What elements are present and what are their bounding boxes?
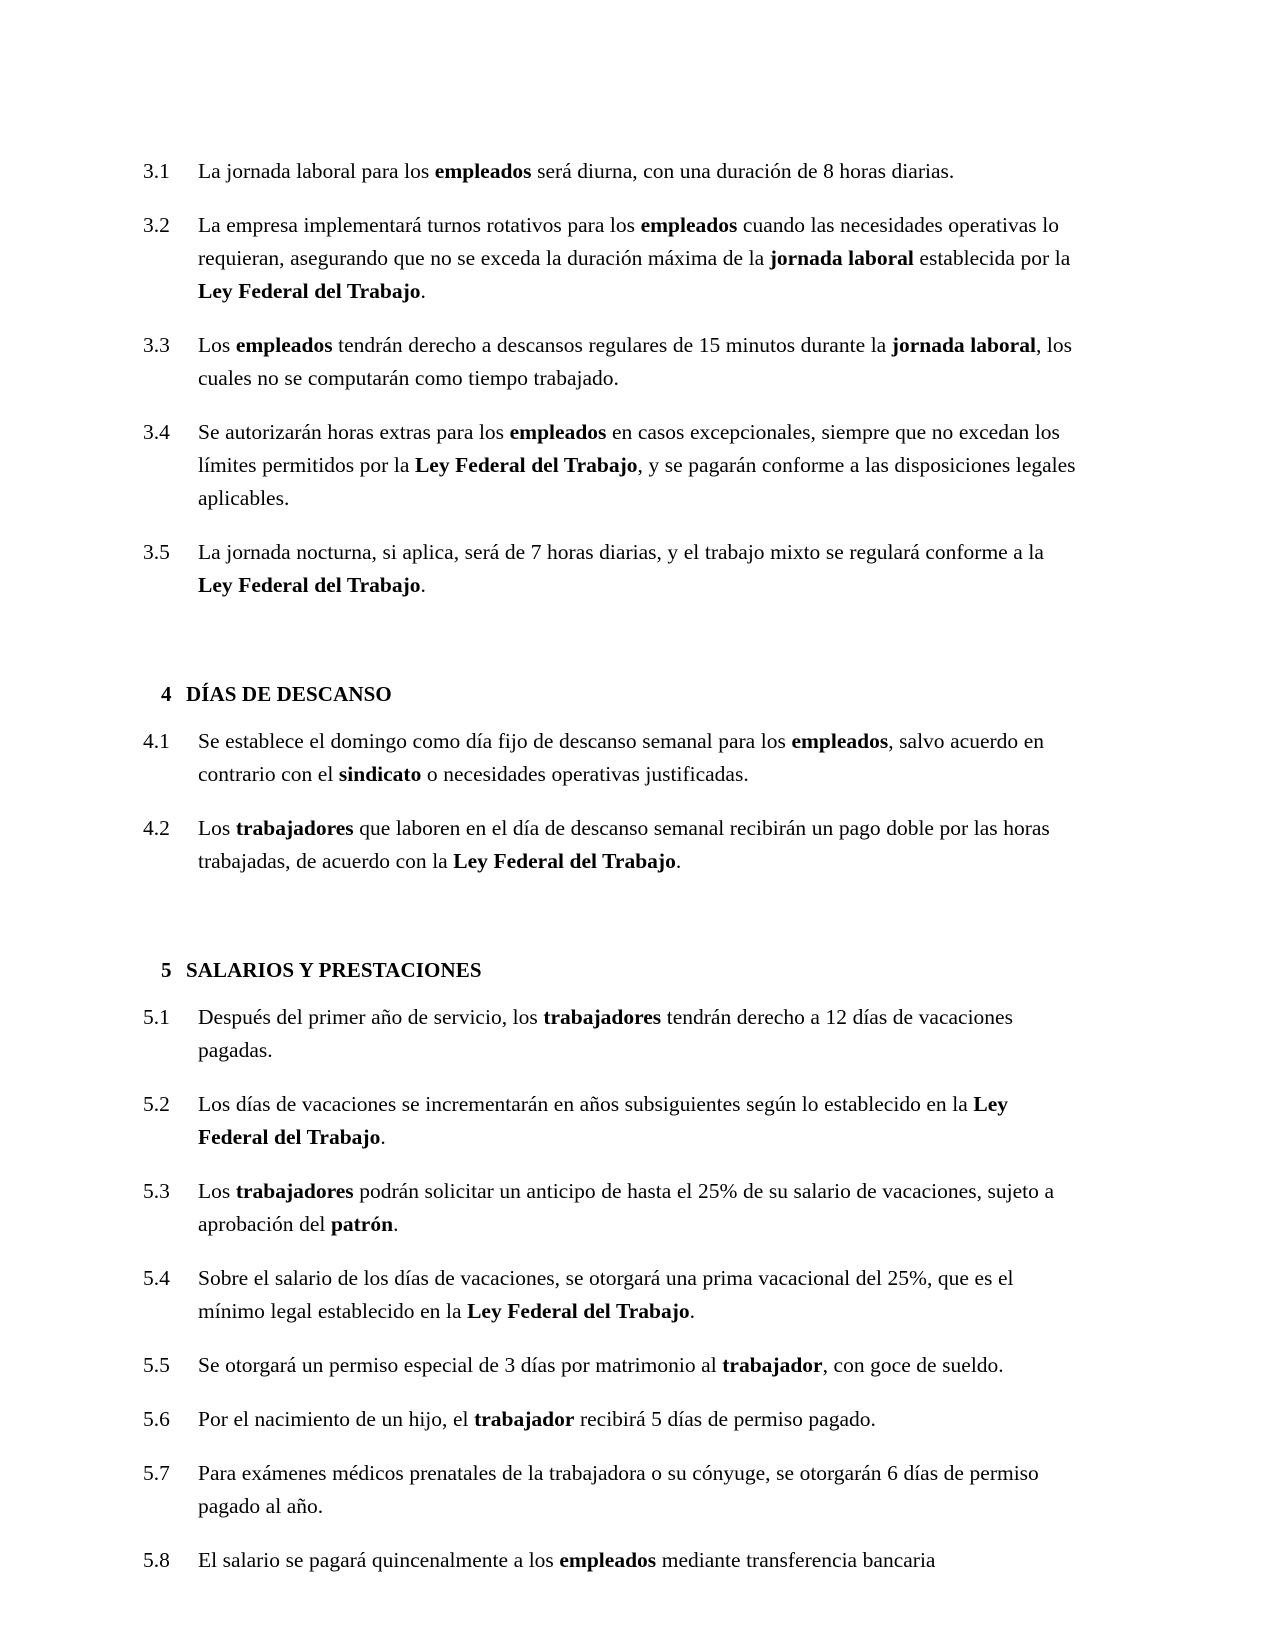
clause-text xyxy=(198,155,1077,188)
clause-run: Se otorgará un permiso especial de 3 días por matrimonio al xyxy=(198,1353,723,1377)
clause xyxy=(143,536,1077,602)
emphasis-term: Ley Federal del Trabajo xyxy=(198,279,421,303)
clause-text xyxy=(198,1457,1077,1523)
section-heading xyxy=(143,955,1077,985)
emphasis-term: Ley Federal del Trabajo xyxy=(414,453,638,477)
clause-text xyxy=(198,329,1077,395)
clause-text xyxy=(198,1262,1077,1328)
section-heading xyxy=(143,679,1077,709)
clause-run: será diurna, con una duración de 8 horas diarias. xyxy=(531,159,955,183)
clause xyxy=(143,1262,1077,1328)
clause-run: Los xyxy=(198,816,236,840)
emphasis-term: jornada laboral xyxy=(891,333,1036,357)
section-number: 4 xyxy=(161,682,172,706)
clause-text xyxy=(198,1544,1077,1577)
clause-run: tendrán derecho a descansos regulares de 15 minutos durante la xyxy=(332,333,892,357)
clause xyxy=(143,1403,1077,1436)
emphasis-term: Ley Federal del Trabajo xyxy=(198,573,421,597)
clause xyxy=(143,209,1077,308)
clause-run: Después del primer año de servicio, los xyxy=(198,1005,544,1029)
clause-run: Se autorizarán horas extras para los xyxy=(198,420,510,444)
clause-number: 3.4 xyxy=(143,420,170,444)
clause-run: El salario se pagará quincenalmente a los xyxy=(198,1548,560,1572)
emphasis-term: sindicato xyxy=(338,762,422,786)
clause-number: 4.1 xyxy=(143,729,170,753)
clause-text xyxy=(198,812,1077,878)
emphasis-term: trabajadores xyxy=(235,1179,354,1203)
clause-run: mediante transferencia bancaria xyxy=(656,1548,936,1572)
clause xyxy=(143,812,1077,878)
clause-text xyxy=(198,1088,1077,1154)
emphasis-term: empleados xyxy=(791,729,889,753)
clause-run: establecida por la xyxy=(913,246,1071,270)
clause-run: , salvo acuerdo en contrario con el xyxy=(198,729,1045,786)
document-body xyxy=(143,155,1077,1577)
emphasis-term: empleados xyxy=(509,420,607,444)
clause-number: 3.3 xyxy=(143,333,170,357)
clause-run: , con goce de sueldo. xyxy=(822,1353,1004,1377)
clause-run: Se establece el domingo como día fijo de descanso semanal para los xyxy=(198,729,792,753)
clause-run: La empresa implementará turnos rotativos para los xyxy=(198,213,641,237)
clause-run: . xyxy=(675,849,682,873)
clause-number: 5.1 xyxy=(143,1005,170,1029)
emphasis-term: empleados xyxy=(640,213,738,237)
section-title: DÍAS DE DESCANSO xyxy=(186,682,392,706)
clause-run: recibirá 5 días de permiso pagado. xyxy=(574,1407,876,1431)
emphasis-term: empleados xyxy=(559,1548,657,1572)
clause-text xyxy=(198,1175,1077,1241)
emphasis-term: trabajadores xyxy=(543,1005,662,1029)
emphasis-term: empleados xyxy=(434,159,532,183)
clause-run: . xyxy=(420,573,426,597)
clause-run: que laboren en el día de descanso semanal recibirán un pago doble por las horas trabajadas, de acuerdo con la xyxy=(198,816,1050,873)
emphasis-term: empleados xyxy=(235,333,333,357)
clause-number: 5.4 xyxy=(143,1266,170,1290)
clause-text xyxy=(198,536,1077,602)
clause-run: . xyxy=(689,1299,695,1323)
emphasis-term: trabajador xyxy=(474,1407,575,1431)
clause-run: podrán solicitar un anticipo de hasta el 25% de su salario de vacaciones, sujeto a aprobación del xyxy=(198,1179,1054,1236)
clause-text xyxy=(198,416,1077,515)
clause-run: , los cuales no se computarán como tiempo trabajado. xyxy=(198,333,1072,390)
clause-run: Para exámenes médicos prenatales de la trabajadora o su cónyuge, se otorgarán 6 días de permiso pagado al año. xyxy=(198,1461,1039,1518)
clause-run: Los días de vacaciones se incrementarán en años subsiguientes según lo establecido en la xyxy=(198,1092,974,1116)
clause-number: 5.6 xyxy=(143,1407,170,1431)
emphasis-term: jornada laboral xyxy=(769,246,914,270)
clause xyxy=(143,1349,1077,1382)
section-title: SALARIOS Y PRESTACIONES xyxy=(186,958,482,982)
emphasis-term: trabajador xyxy=(722,1353,823,1377)
clause xyxy=(143,1001,1077,1067)
clause-run: . xyxy=(380,1125,386,1149)
clause-text xyxy=(198,1403,1077,1436)
clause-text xyxy=(198,1001,1077,1067)
clause-number: 5.8 xyxy=(143,1548,170,1572)
clause-number: 5.3 xyxy=(143,1179,170,1203)
clause-run: , y se pagarán conforme a las disposiciones legales aplicables. xyxy=(198,453,1076,510)
clause-number: 3.2 xyxy=(143,213,170,237)
clause xyxy=(143,725,1077,791)
section-spacer xyxy=(143,623,1077,679)
clause-number: 5.5 xyxy=(143,1353,170,1377)
clause-run: Sobre el salario de los días de vacaciones, se otorgará una prima vacacional del 25%, que es el mínimo legal establecido en la xyxy=(198,1266,1014,1323)
emphasis-term: patrón xyxy=(330,1212,394,1236)
clause-run: tendrán derecho a 12 días de vacaciones pagadas. xyxy=(198,1005,1013,1062)
clause xyxy=(143,416,1077,515)
clause-run: Los xyxy=(198,1179,236,1203)
section-number: 5 xyxy=(161,958,172,982)
clause-number: 4.2 xyxy=(143,816,170,840)
emphasis-term: Ley Federal del Trabajo xyxy=(453,849,676,873)
clause-run: La jornada laboral para los xyxy=(198,159,435,183)
clause-run: . xyxy=(393,1212,399,1236)
clause xyxy=(143,155,1077,188)
clause-run: Los xyxy=(198,333,236,357)
emphasis-term: Ley Federal del Trabajo xyxy=(467,1299,690,1323)
clause-text xyxy=(198,209,1077,308)
clause-number: 3.5 xyxy=(143,540,170,564)
clause xyxy=(143,1544,1077,1577)
clause-run: o necesidades operativas justificadas. xyxy=(421,762,749,786)
emphasis-term: trabajadores xyxy=(235,816,354,840)
clause-number: 3.1 xyxy=(143,159,170,183)
clause-number: 5.7 xyxy=(143,1461,170,1485)
clause xyxy=(143,1088,1077,1154)
clause-run: La jornada nocturna, si aplica, será de 7 horas diarias, y el trabajo mixto se regulará conforme a la xyxy=(198,540,1044,564)
clause-run: cuando las necesidades operativas lo requieran, asegurando que no se exceda la duración máxima de la xyxy=(198,213,1059,270)
emphasis-term: Ley Federal del Trabajo xyxy=(198,1092,1008,1149)
clause xyxy=(143,1175,1077,1241)
clause-text xyxy=(198,1349,1077,1382)
clause-run: Por el nacimiento de un hijo, el xyxy=(198,1407,475,1431)
clause-run: . xyxy=(420,279,426,303)
clause-text xyxy=(198,725,1077,791)
clause xyxy=(143,329,1077,395)
clause-run: en casos excepcionales, siempre que no excedan los límites permitidos por la xyxy=(198,420,1060,477)
clause xyxy=(143,1457,1077,1523)
clause-number: 5.2 xyxy=(143,1092,170,1116)
section-spacer xyxy=(143,899,1077,955)
